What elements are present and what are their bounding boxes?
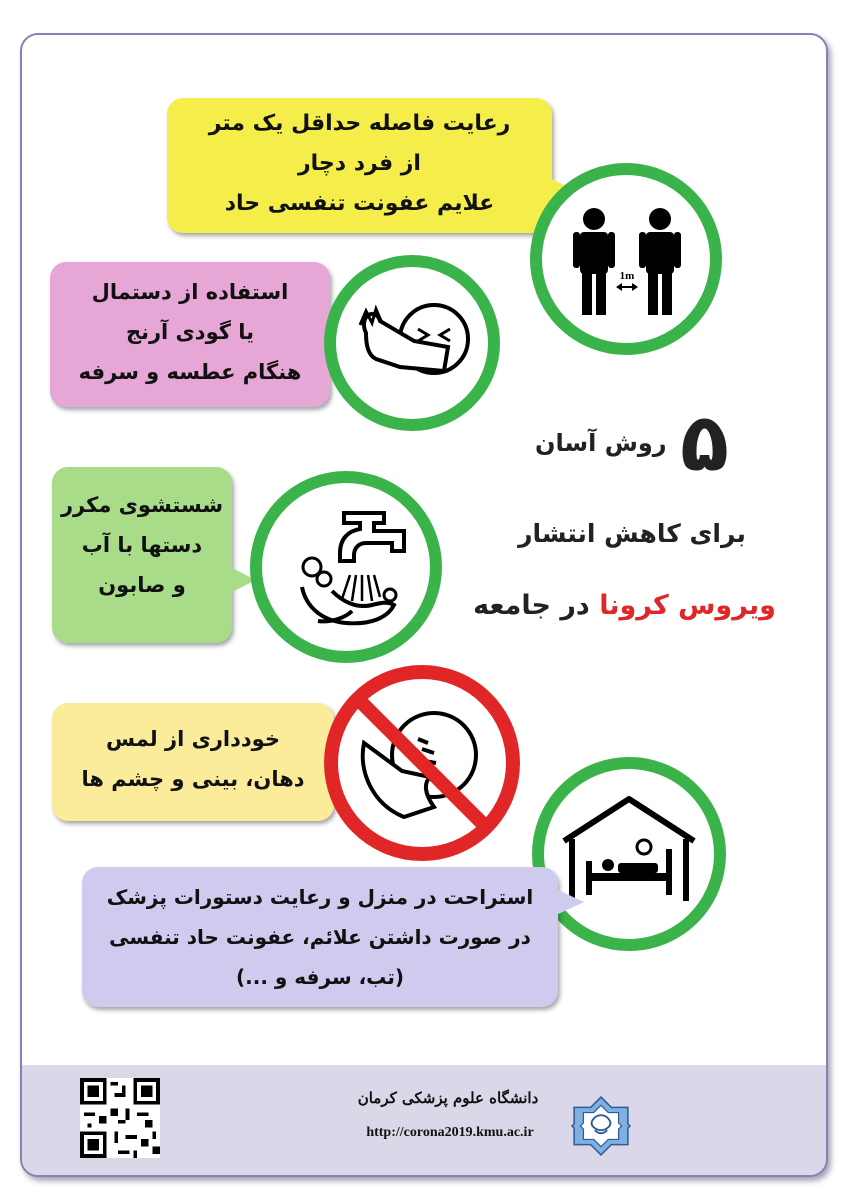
tip-wash-line-2: دستها با آب: [81, 533, 203, 557]
footer-bar: [22, 1065, 826, 1175]
tip-rest-line-3: (تب، سرفه و ...): [235, 965, 404, 989]
handwash-icon-circle: [250, 471, 442, 663]
distance-icon-circle: [530, 163, 722, 355]
sneeze-elbow-icon: [336, 267, 488, 419]
tip-rest-line-2: در صورت داشتن علائم، عفونت حاد تنفسی: [109, 925, 531, 949]
tip-distance-bubble: [167, 98, 552, 233]
no-touch-face-icon-circle: [324, 665, 520, 861]
qr-code-icon: [80, 1078, 160, 1158]
tip-rest-bubble: [82, 867, 558, 1007]
headline-line-2: برای کاهش انتشار: [518, 519, 746, 548]
headline-number: ۵: [680, 396, 729, 489]
rest-home-icon-circle: [532, 757, 726, 951]
headline-line-3: [452, 590, 797, 621]
tip-rest-line-1: استراحت در منزل و رعایت دستورات پزشک: [106, 885, 534, 909]
elbow-sneeze-icon-circle: [324, 255, 500, 431]
tip-cough-line-3: هنگام عطسه و سرفه: [78, 360, 302, 384]
tip-wash-bubble: [52, 467, 232, 643]
tip-cough-line-1: استفاده از دستمال: [91, 280, 289, 304]
social-distance-icon: [542, 175, 710, 343]
kmu-logo-icon: [570, 1095, 632, 1157]
headline-line-1: [502, 396, 762, 489]
university-name: دانشگاه علوم پزشکی کرمان: [357, 1089, 539, 1107]
university-url[interactable]: http://corona2019.kmu.ac.ir: [366, 1125, 534, 1140]
tip-cough-bubble: [50, 262, 330, 407]
tip-touch-line-1: خودداری از لمس: [106, 727, 280, 751]
tip-touch-line-2: دهان، بینی و چشم ها: [81, 767, 305, 791]
tip-distance-line-1: رعایت فاصله حداقل یک متر: [208, 111, 511, 136]
tip-cough-line-2: یا گودی آرنج: [125, 320, 255, 344]
headline-virus-text: ویروس کرونا: [599, 590, 776, 621]
tip-distance-line-3: علایم عفونت تنفسی حاد: [224, 191, 495, 216]
headline-community-text: در جامعه: [473, 590, 590, 621]
distance-label: 1m: [619, 270, 635, 282]
tip-distance-line-2: از فرد دچار: [298, 151, 421, 176]
tip-wash-line-1: شستشوی مکرر: [60, 493, 224, 517]
headline-method-text: روش آسان: [535, 429, 667, 457]
poster-frame: [20, 33, 828, 1177]
no-touching-face-icon: [338, 679, 506, 847]
tip-touch-bubble: [52, 703, 334, 821]
faucet-icon: [262, 483, 430, 651]
tip-wash-line-3: و صابون: [98, 573, 186, 597]
